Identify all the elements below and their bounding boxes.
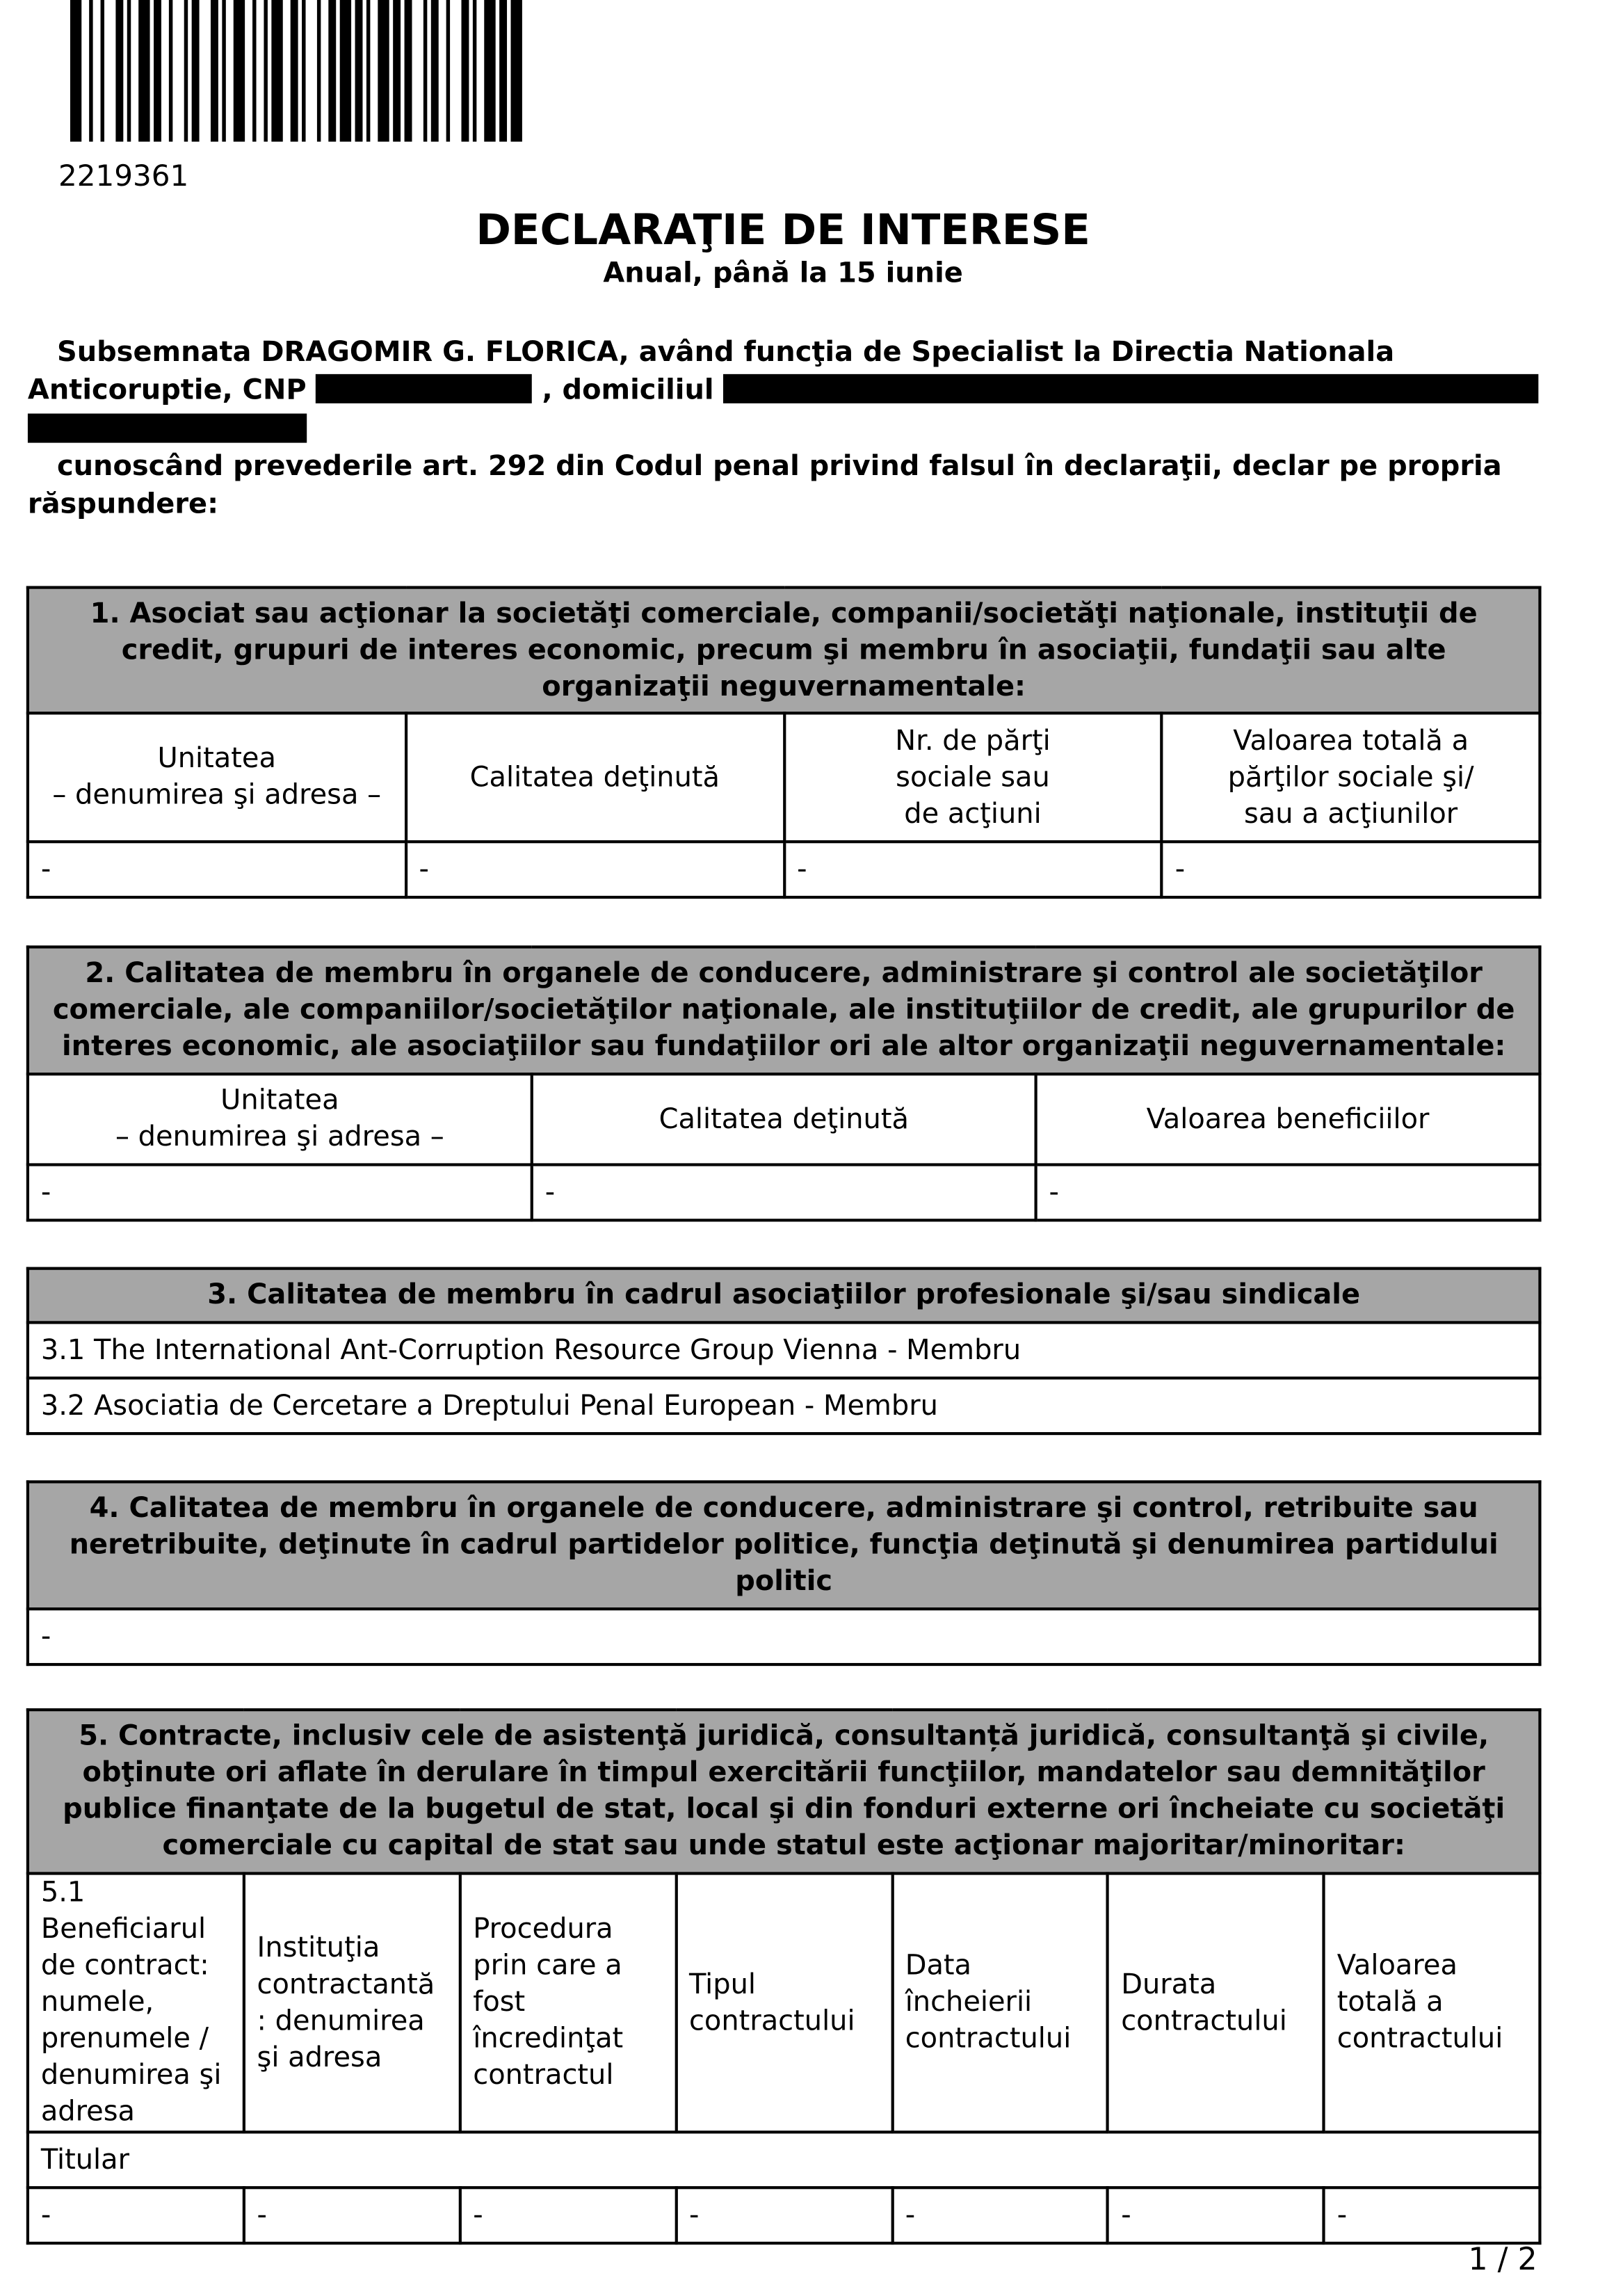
- barcode-bar: [127, 0, 131, 142]
- table-cell: -: [532, 1164, 1036, 1220]
- barcode-bar: [138, 0, 150, 142]
- table-cell: -: [244, 2187, 460, 2243]
- redacted-cnp: [316, 374, 533, 403]
- document-title: DECLARAŢIE DE INTERESE: [476, 204, 1090, 255]
- section-3-title: 3. Calitatea de membru în cadrul asociaţiilor profesionale şi/sau sindicale: [28, 1269, 1540, 1323]
- barcode-bar: [355, 0, 363, 142]
- barcode-bar: [192, 0, 200, 142]
- section-5-table: [26, 1708, 1542, 2245]
- table-cell: -: [28, 1609, 1540, 1664]
- section-1-col-calitatea: Calitatea deţinută: [406, 713, 784, 842]
- barcode-bar: [271, 0, 282, 142]
- barcode-bar: [423, 0, 427, 142]
- redacted-address-continued: [28, 414, 307, 443]
- barcode-bar: [252, 0, 256, 142]
- table-cell: -: [28, 842, 406, 897]
- section-4-title: 4. Calitatea de membru în organele de conducere, administrare şi control, retribuite sau neretribuite, deţinute în cadrul partidelor politice, funcţia deţinută şi denumirea partidului politic: [28, 1482, 1540, 1609]
- intro-text-part1: Subsemnata DRAGOMIR G. FLORICA, având funcţia de Specialist la Directia Nationala Anticoruptie, CNP: [27, 336, 1395, 407]
- barcode-bar: [446, 0, 450, 142]
- barcode-bar: [461, 0, 469, 142]
- table-row: [28, 1609, 1540, 1664]
- barcode-bar: [101, 0, 104, 142]
- barcode-bar: [405, 0, 412, 142]
- table-row: [28, 2187, 1540, 2243]
- list-item: [28, 1322, 1540, 1378]
- section-2-table: [26, 945, 1542, 1221]
- barcode-bar: [89, 0, 92, 142]
- section-1-col-valoarea: Valoarea totală a părţilor sociale şi/ sau a acţiunilor: [1162, 713, 1540, 842]
- table-cell: -: [1162, 842, 1540, 897]
- barcode-bar: [340, 0, 351, 142]
- section-5-title: 5. Contracte, inclusiv cele de asistenţă juridică, consultanță juridică, consultanţă şi civile, obţinute ori aflate în derulare în timpul exercitării funcţiilor, mandatelor sau demnităţilor publice finanţate de la bugetul de stat, local şi din fonduri externe ori încheiate cu societăţi comerciale cu capital de stat sau unde statul este acţionar majoritar/minoritar:: [28, 1710, 1540, 1873]
- section-3-item-1: 3.1 The International Ant-Corruption Resource Group Vienna - Membru: [28, 1322, 1540, 1378]
- table-cell: -: [460, 2187, 676, 2243]
- section-5-col-beneficiar: 5.1 Beneficiarul de contract: numele, prenumele / denumirea şi adresa: [28, 1873, 244, 2132]
- section-1-col-unitatea: Unitatea – denumirea şi adresa –: [28, 713, 406, 842]
- table-cell: -: [1036, 1164, 1540, 1220]
- section-1-title: 1. Asociat sau acţionar la societăţi comerciale, companii/societăţi naţionale, instituţii de credit, grupuri de interes economic, precum şi membru în asociaţii, fundaţii sau alte organizaţii neguvernamentale:: [28, 588, 1540, 714]
- table-cell: -: [1324, 2187, 1540, 2243]
- barcode-image: [70, 0, 853, 142]
- section-5-subheader-titular: Titular: [28, 2132, 1540, 2187]
- barcode-bar: [115, 0, 123, 142]
- barcode-bar: [366, 0, 370, 142]
- barcode-bar: [291, 0, 298, 142]
- barcode-bar: [511, 0, 522, 142]
- section-2-col-valoarea-beneficiilor: Valoarea beneficiilor: [1036, 1074, 1540, 1164]
- intro-text-part2: , domiciliul: [542, 374, 714, 407]
- barcode-bar: [169, 0, 172, 142]
- section-3-item-2: 3.2 Asociatia de Cercetare a Dreptului Penal European - Membru: [28, 1378, 1540, 1434]
- barcode-bar: [264, 0, 267, 142]
- section-1-table: [26, 586, 1542, 899]
- barcode-bar: [211, 0, 218, 142]
- section-1-col-nr-parti: Nr. de părţi sociale sau de acţiuni: [784, 713, 1162, 842]
- table-cell: -: [28, 2187, 244, 2243]
- redacted-address: [724, 374, 1539, 403]
- barcode-bar: [328, 0, 336, 142]
- table-cell: -: [28, 1164, 532, 1220]
- list-item: [28, 1378, 1540, 1434]
- section-2-title: 2. Calitatea de membru în organele de conducere, administrare şi control ale societăţilor comerciale, ale companiilor/societăţilor naţionale, ale instituţiilor de credit, ale grupurilor de interes economic, ale asociaţiilor sau fundaţiilor ori ale altor organizaţii neguvernamentale:: [28, 947, 1540, 1074]
- section-3-table: [26, 1267, 1542, 1436]
- page-number: 1 / 2: [1468, 2241, 1537, 2277]
- table-cell: -: [1108, 2187, 1324, 2243]
- barcode-bar: [302, 0, 305, 142]
- barcode-bar: [393, 0, 401, 142]
- section-5-col-data: Data încheierii contractului: [892, 1873, 1108, 2132]
- document-subtitle: Anual, până la 15 iunie: [603, 257, 963, 289]
- intro-paragraph: [28, 333, 1547, 409]
- table-cell: -: [784, 842, 1162, 897]
- section-4-table: [26, 1480, 1542, 1666]
- barcode-bar: [473, 0, 476, 142]
- section-5-col-durata: Durata contractului: [1108, 1873, 1324, 2132]
- barcode-bar: [378, 0, 389, 142]
- barcode-bar: [499, 0, 507, 142]
- table-cell: -: [892, 2187, 1108, 2243]
- section-5-col-tipul: Tipul contractului: [676, 1873, 892, 2132]
- barcode-bar: [222, 0, 225, 142]
- table-row: [28, 1164, 1540, 1220]
- declaration-text: cunoscând prevederile art. 292 din Codul penal privind falsul în declaraţii, declar pe propria răspundere:: [27, 450, 1502, 520]
- table-cell: -: [406, 842, 784, 897]
- section-5-col-institutia: Instituţia contractantă : denumirea şi adresa: [244, 1873, 460, 2132]
- barcode-bar: [431, 0, 439, 142]
- section-2-col-calitatea: Calitatea deţinută: [532, 1074, 1036, 1164]
- section-5-col-procedura: Procedura prin care a fost încredinţat contractul: [460, 1873, 676, 2132]
- barcode-bar: [154, 0, 161, 142]
- barcode-bar: [484, 0, 495, 142]
- table-row: [28, 842, 1540, 897]
- barcode-number: 2219361: [58, 157, 189, 193]
- declaration-paragraph: [28, 447, 1547, 523]
- barcode-bar: [317, 0, 321, 142]
- barcode-bar: [70, 0, 81, 142]
- section-5-col-valoarea: Valoarea totală a contractului: [1324, 1873, 1540, 2132]
- section-2-col-unitatea: Unitatea – denumirea şi adresa –: [28, 1074, 532, 1164]
- table-cell: -: [676, 2187, 892, 2243]
- barcode-bar: [234, 0, 245, 142]
- barcode-bar: [184, 0, 188, 142]
